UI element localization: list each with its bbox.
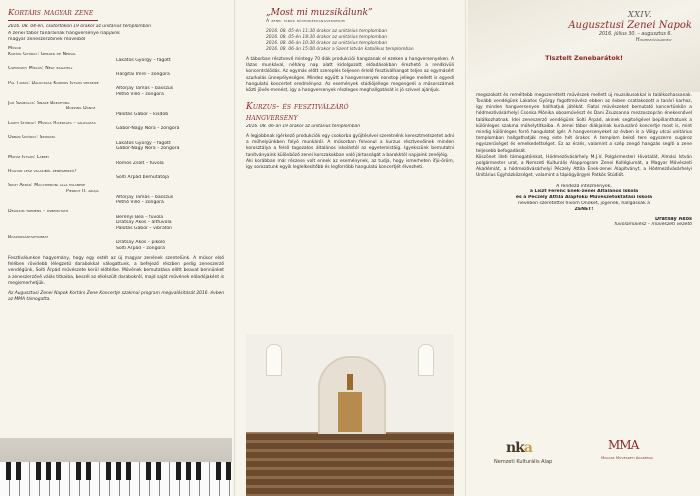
festival-place: Hódmezővásárhely bbox=[635, 38, 672, 43]
organizers-line-1: A rendező intézmények, bbox=[556, 183, 612, 189]
piano-black-key bbox=[126, 462, 131, 480]
program-work: Joó Szabolcs: Snare Breathing bbox=[8, 100, 70, 106]
church-window-right bbox=[418, 344, 434, 376]
program-performer: Gábor-Nagy Nóra – zongora bbox=[116, 146, 180, 152]
festival-title: Augusztusi Zenei Napok bbox=[568, 20, 692, 31]
schedule-item: 2016. 08. 06-án 10:30 órakor az unitárius templomban bbox=[266, 41, 388, 46]
program-performer: Solti Árpád – zongora bbox=[116, 246, 165, 252]
church-cross bbox=[347, 374, 353, 390]
panel-student-concerts bbox=[238, 0, 462, 496]
welcome-body: megszokott és reméltebb megszerettett művészek mellett új muzsikusokkal is találkozhassanak. Tovább vendégünk Lakatos György fagottművész ebben az évben csatlakozott a tanári karhoz, így minden hangversenyen hallhatjuk játékát. Fiatal művészeket bemutató koncertünkön a hódmezővásárhelyi Csonka Mónika oboaművészt és Dani Zsuzsanna mezzoszoprán énekesnővel találkozhatnak. Idei zeneszerző vendégünk Solti Árpád, akinek segítségével bepillanthatunk a különleges szakma műhelytitkaiba. A zenei tábor diákjainak kurzuszáró koncertje most is, mint mindig különleges forró hangulatot ígér. A hangversenyeket az évben is a Völgy utcai unitárius templomban hallgathatják meg este hét órakor. A templom belső tere egyszerre sugároz egyszerűséget és emelkedettséget. Ez az érzés, valamint a szép zengő hangzás segíti a zene teljesebb befogadását. bbox=[476, 92, 692, 154]
piano-black-key bbox=[76, 462, 81, 480]
closing-concert-title-b: hangverseny bbox=[246, 113, 298, 124]
piano-black-key bbox=[16, 462, 21, 480]
program-performer: Altorjay Tamás – basszus bbox=[116, 194, 174, 200]
program-performer: Palotás Gábor – vibrafon bbox=[116, 226, 173, 232]
schedule-item: 2016. 08. 06-án 15:00 órakor a Szent István katolikus templomban bbox=[266, 47, 414, 52]
program-work: Delirium tremens – ősbemutató bbox=[8, 208, 69, 214]
organizers-line-2: a Liszt Ferenc Ének-zenei Általános Iskola bbox=[529, 189, 639, 195]
intro-line-2: magyar zeneszerzőinek műveiből bbox=[8, 36, 86, 42]
greeting-heading: Tisztelt Zenebarátok! bbox=[545, 54, 623, 62]
program-performer: Hargitai Imre – zongora bbox=[116, 72, 170, 78]
church-altar bbox=[338, 392, 362, 432]
program-work: Hogyan lesz valakiből zeneszerző? bbox=[8, 168, 77, 174]
program-work: Solti Árpád: Macchieroni alla milanese bbox=[8, 183, 86, 189]
closing-concert-title-a: Kurzus- és fesztiválzáró bbox=[246, 102, 349, 113]
program-work: Ligeti György: Musica Ricercata – válogatás bbox=[8, 120, 96, 126]
piano-black-key bbox=[156, 462, 161, 480]
schedule-item: 2016. 08. 05-én 11:30 órakor az unitárius templomban bbox=[266, 29, 388, 34]
program-work: Matuz István: Lábpei bbox=[8, 154, 49, 160]
piano-black-key bbox=[36, 462, 41, 480]
piano-black-key bbox=[46, 462, 51, 480]
program-performer: Pethő Villő – zongora bbox=[116, 200, 164, 206]
festival-numeral: XXIV. bbox=[628, 10, 652, 19]
church-pews bbox=[246, 434, 454, 496]
organizers-line-3: és a Péczely Attila Alapfokú Művészetoktatási Iskola bbox=[515, 195, 653, 201]
program-work-subtitle: Pierrot II. ariája bbox=[66, 188, 99, 194]
sponsor-note: Az Augusztusi Zenei Napok Kortárs Zene Koncertje szakmai program megvalósítását 2016. évben az MMA támogatta. bbox=[8, 291, 224, 303]
program-performer: Gábor-Nagy Nóra – zongora bbox=[116, 126, 180, 132]
festival-dates: 2016. július 30. – augusztus 6. bbox=[598, 32, 672, 37]
program-performer: Lakatos György – fagott bbox=[116, 140, 171, 146]
piano-black-key bbox=[56, 462, 61, 480]
program-work: Pál Tamás: Dalocskák Kormos István verseire bbox=[8, 80, 99, 86]
piano-black-key bbox=[176, 462, 181, 480]
program-heading: Műsor bbox=[8, 46, 22, 52]
panel-contemporary-music bbox=[0, 0, 232, 496]
program-performer: Pethő Villő – zongora bbox=[116, 92, 164, 98]
schedule-list bbox=[246, 29, 454, 53]
signature-role: fuvolaművész – művészeti vezető bbox=[614, 222, 692, 228]
fold-line-1 bbox=[234, 0, 235, 496]
piano-black-key bbox=[216, 462, 221, 480]
piano-black-key bbox=[106, 462, 111, 480]
piano-black-key bbox=[196, 462, 201, 480]
intro-line-1: A zenei tábor tanárainak hangversenye napjaink bbox=[8, 30, 120, 36]
student-concerts-paragraph: A táborban résztvevő mintegy 70 diák produkciói hangzanak el ezeken a hangversenyeken. A lázas munkával, néhány nap alatt kidolgozott előadásokban érezhető a rendkívüli koncentrálódás. Az egymás előtt szereplés teljesen érlelő fesztiválhangot teljes az egymásért szurkolás ünnepélyeséges. Mindez együtt a hangversenyek nonstop jellege mellett is egyedi hangulatú koncertet eredményez. Az események stúdiójellege megengedi a műsorszámok közti jövés-menést, így a hangversenyek részleges meghallgatását is jó szívvel ajánljuk. bbox=[246, 57, 454, 94]
sponsor-logos bbox=[476, 436, 692, 466]
program-work: Boszorkánysztombat bbox=[8, 234, 49, 240]
closing-paragraph: Fesztiválunkon hagyomány, hogy egy estét az új magyar zenének szentelünk. A műsor első felében rövidebb lélegzetű darabokkal válogattunk, a befejező részben pedig zeneszerző vendégünk, Solti Árpád művészete kerül előtérbe. Művének bemutatása előtt beavat bennünket a zeneszerzővé válás titkaiba, beszél az elkészült darabokról, majd saját művének előadójaként is megismerhetjük. bbox=[8, 256, 224, 286]
fold-line-2 bbox=[465, 0, 466, 496]
piano-black-key bbox=[86, 462, 91, 480]
mma-logo-icon: MMA bbox=[608, 438, 639, 452]
concert-date: 2016. 08. 04-én, csütörtökön 19 órakor az unitárius templomban bbox=[8, 24, 151, 29]
piano-black-key bbox=[226, 462, 231, 480]
thanks-paragraph: Köszönet illeti támogatóinkat, Hódmezővásárhely M.J.V. Polgármesteri Hivatalát, Almási István polgármester urat, a Nemzeti Kulturális Alapprogram Zenei Kollégiumát, a Magyar Művészeti Akadémiát, a hódmezővásárhelyi Péczely Attila Ének-zenei Alapítványt, a Hódmezővásárhelyi Unitárius Egyházközséget, valamint a tápiógyörgyei Patkós Stúdiót. bbox=[476, 154, 692, 179]
piano-keys-image bbox=[0, 438, 232, 496]
piano-black-key bbox=[116, 462, 121, 480]
nka-logo-icon bbox=[506, 440, 532, 456]
mma-logo-text: Magyar Művészeti Akadémia bbox=[601, 456, 653, 460]
concert-title: Kortárs magyar zene bbox=[8, 8, 94, 18]
closing-concert-paragraph: A legjobbnak ígérkező produkciók egy csokorba gyűjtésével szeretnénk keresztmetszetet adni a műhelyünkben folyó munkáról. A műsorban felvonul a kurzus résztvevőinek minden korosztálya a felső tagozatos általános iskolástól az egyetemistáig. Igyekszünk bemutatni tanítványaink különböző zenei korszakokban való jártasságát a barokktól napjaink zenéjéig. bbox=[246, 134, 454, 158]
nka-logo-mark-a: nk bbox=[506, 440, 524, 456]
program-performer: Romos Zsolt – fuvola bbox=[116, 160, 164, 166]
church-interior-photo bbox=[246, 334, 454, 496]
nka-logo-mark-b: a bbox=[523, 440, 532, 456]
program-performer: Berényi Bea – fuvola bbox=[116, 214, 164, 220]
closing-concert-date: 2016. 08. 06-án 19 órakor az unitárius templomban bbox=[246, 124, 360, 130]
program-performer: Palotás Gábor – kisdob bbox=[116, 112, 169, 118]
student-concerts-title: „Most mi muzsikálunk” bbox=[266, 8, 373, 18]
program-performer: Lakatos György – fagott bbox=[116, 57, 171, 63]
piano-black-key bbox=[6, 462, 11, 480]
organizers-line-5: ZENÉT! bbox=[574, 206, 594, 212]
piano-black-key bbox=[186, 462, 191, 480]
program-list bbox=[8, 52, 224, 252]
program-performer: Altorjay Tamás – basszus bbox=[116, 86, 174, 92]
program-work-subtitle: Buzzing Dance bbox=[66, 106, 96, 112]
student-concerts-caption: A zenei tábor növendékhangversenyei bbox=[266, 19, 346, 24]
signature-name: Dratsay Ákos bbox=[654, 216, 692, 222]
closing-concert-paragraph-2: Aki korábban már részese volt ennek az eseménynek, az tudja, hogy ismerheten ifjú-öröm, így sorozatunk egyik leglelkesítőbb és legforróbb hangulatú koncertjét élvezheti. bbox=[246, 158, 454, 171]
nka-logo-text: Nemzeti Kulturális Alap bbox=[494, 459, 553, 465]
program-performer: Dratsay Ákos – pikoló bbox=[116, 240, 166, 246]
program-work: Orbán György: Szonáta bbox=[8, 134, 56, 140]
program-work: Kurtág György: Gerard de Nerval bbox=[8, 52, 77, 58]
schedule-item: 2016. 08. 05-én 18:30 órakor az unitárius templomban bbox=[266, 35, 388, 40]
church-window-left bbox=[266, 344, 282, 376]
title-rule bbox=[8, 20, 98, 21]
program-performer: Dratsay Ákos – altfuvola bbox=[116, 220, 172, 226]
program-work: Csemiczky Miklós: Négy bagatell bbox=[8, 66, 73, 72]
panel-cover-welcome bbox=[468, 0, 700, 496]
piano-black-key bbox=[146, 462, 151, 480]
program-performer: Solti Árpád bemutatója bbox=[116, 174, 170, 180]
organizers-line-4: nevében szeretettel hívom Önöket, jöjjenek, hallgassák a bbox=[518, 201, 650, 207]
